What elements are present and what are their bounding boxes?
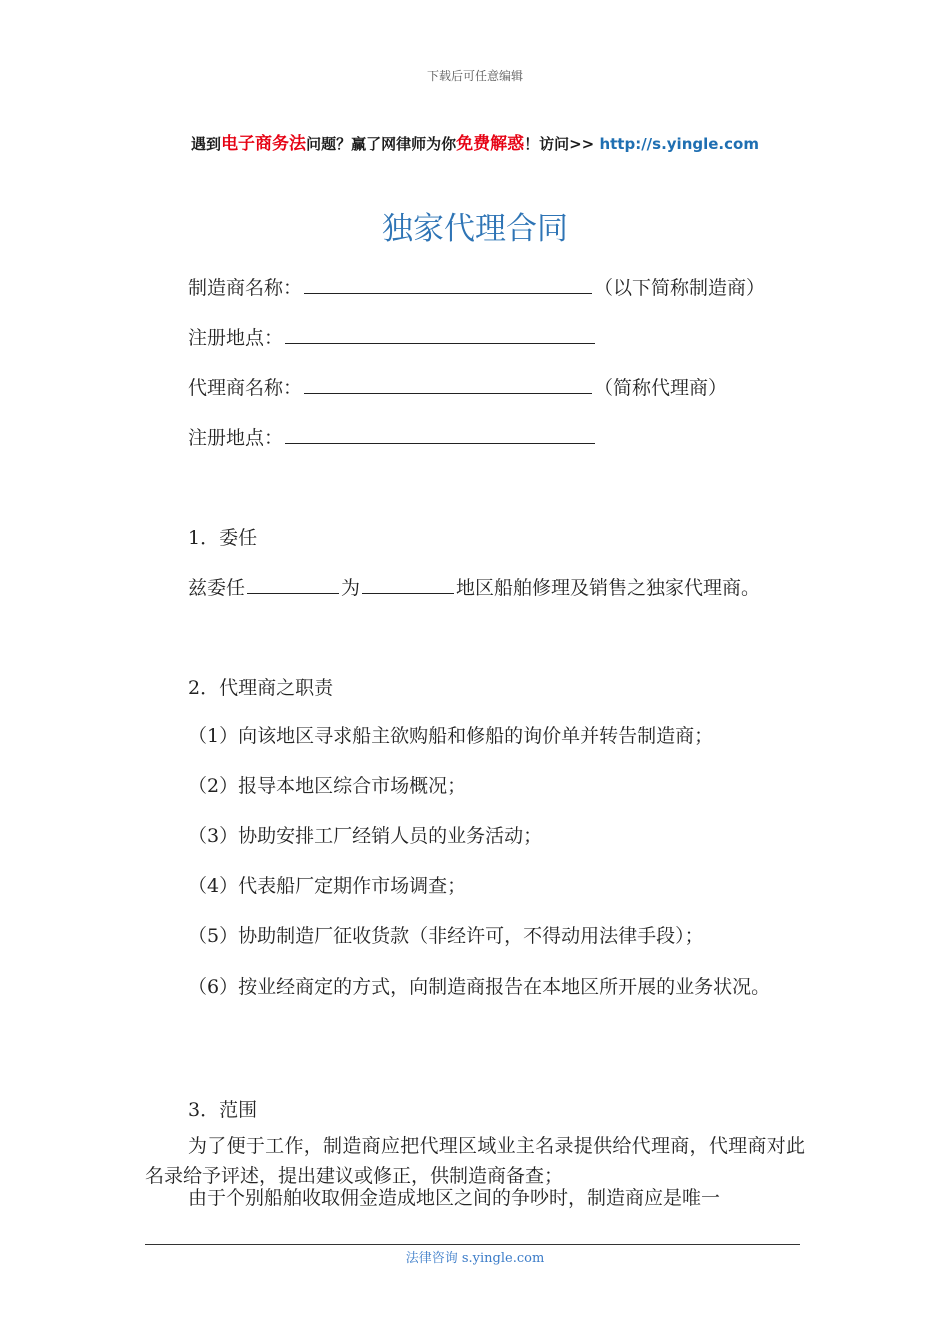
banner-middle: 问题？赢了网律师为你 — [306, 135, 457, 153]
duty-item: （3）协助安排工厂经销人员的业务活动； — [188, 825, 543, 847]
agent-name-label: 代理商名称： — [188, 377, 303, 399]
banner-highlight-topic: 电子商务法 — [221, 134, 307, 154]
agent-name-blank[interactable] — [304, 375, 592, 394]
section-3-heading: 3．范围 — [188, 1099, 258, 1121]
duty-item: （6）按业经商定的方式，向制造商报告在本地区所开展的业务状况。 — [188, 976, 771, 998]
appoint-text-b: 为 — [341, 577, 361, 599]
footer-link[interactable]: 法律咨询 s.yingle.com — [405, 1251, 545, 1266]
appoint-text-a: 兹委任 — [188, 577, 246, 599]
appointee-blank[interactable] — [247, 575, 339, 594]
duty-item: （1）向该地区寻求船主欲购船和修船的询价单并转告制造商； — [188, 725, 714, 747]
banner-prefix: 遇到 — [191, 135, 222, 153]
manufacturer-name-note: （以下简称制造商） — [594, 277, 766, 299]
manufacturer-address-line — [188, 323, 597, 350]
agent-address-blank[interactable] — [285, 425, 595, 444]
duty-item: （4）代表船厂定期作市场调查； — [188, 875, 467, 897]
duty-item: （5）协助制造厂征收货款（非经许可，不得动用法律手段）； — [188, 925, 704, 947]
manufacturer-name-line — [188, 273, 765, 300]
section-3-paragraph-2: 由于个别船舶收取佣金造成地区之间的争吵时，制造商应是唯一 — [188, 1187, 721, 1209]
document-title: 独家代理合同 — [382, 211, 568, 247]
banner-suffix: ！访问>> — [524, 135, 600, 153]
agent-name-line — [188, 373, 727, 400]
banner-link[interactable]: http://s.yingle.com — [599, 135, 759, 153]
agent-address-label: 注册地点： — [188, 427, 284, 449]
region-blank[interactable] — [362, 575, 454, 594]
promo-banner — [0, 129, 950, 154]
duty-item: （2）报导本地区综合市场概况； — [188, 775, 467, 797]
agent-name-note: （简称代理商） — [594, 377, 728, 399]
manufacturer-address-blank[interactable] — [285, 325, 595, 344]
manufacturer-address-label: 注册地点： — [188, 327, 284, 349]
section-1-heading: 1．委任 — [188, 527, 258, 549]
banner-highlight-free: 免费解惑 — [456, 134, 525, 154]
footer-divider — [145, 1244, 800, 1245]
header-note: 下载后可任意编辑 — [426, 69, 523, 83]
manufacturer-name-label: 制造商名称： — [188, 277, 303, 299]
manufacturer-name-blank[interactable] — [304, 275, 592, 294]
section-2-heading: 2．代理商之职责 — [188, 677, 334, 699]
appoint-text-c: 地区船舶修理及销售之独家代理商。 — [456, 577, 761, 599]
section-3-paragraph-1: 为了便于工作，制造商应把代理区域业主名录提供给代理商，代理商对此名录给予评述，提出建议或修正，供制造商备查； — [145, 1135, 805, 1187]
section-1-text — [188, 573, 760, 600]
agent-address-line — [188, 423, 597, 450]
